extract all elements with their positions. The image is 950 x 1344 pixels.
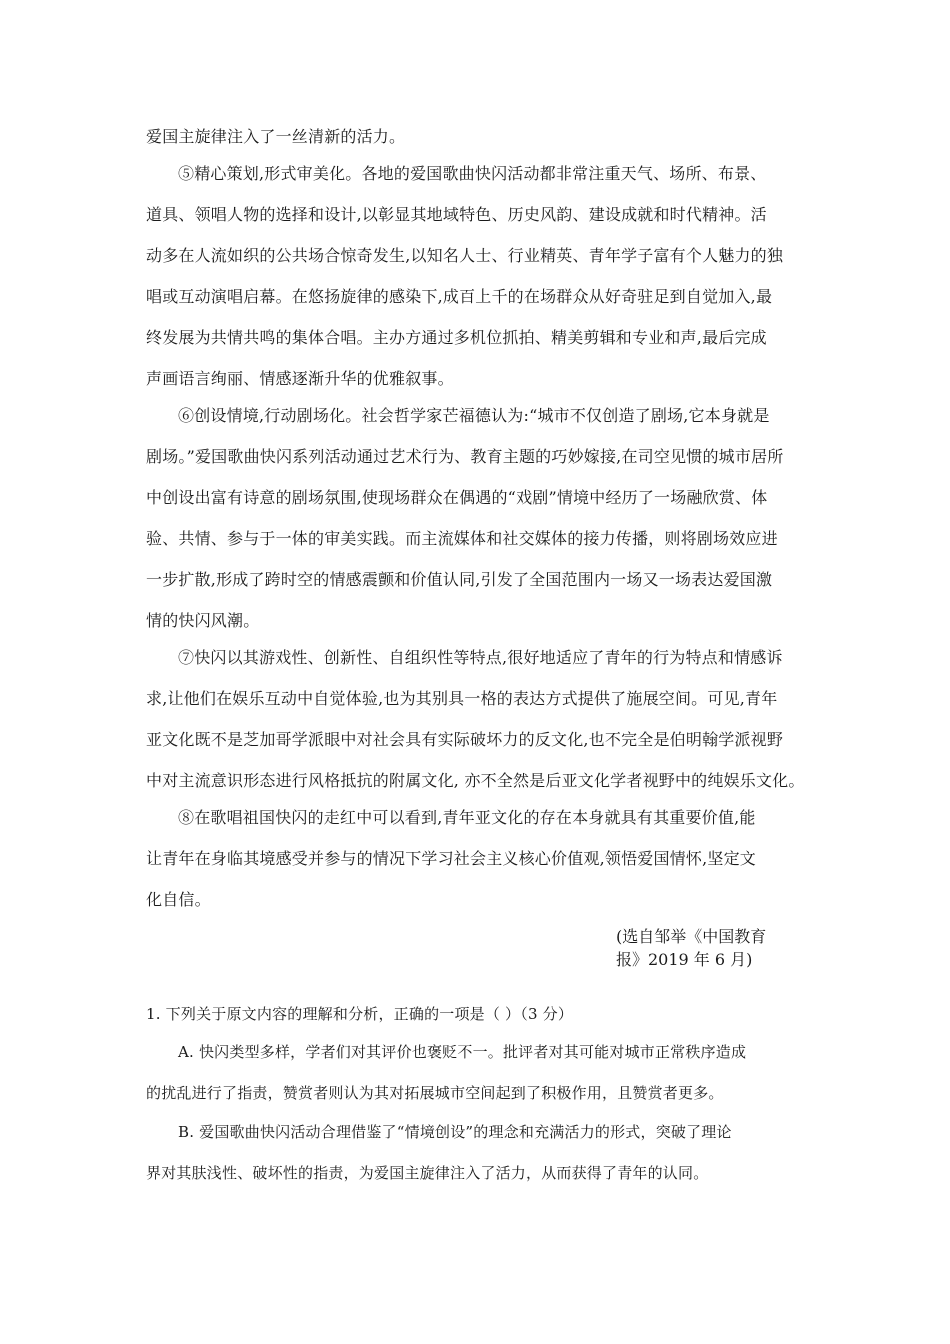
option-b-line1: B. 爱国歌曲快闪活动合理借鉴了“情境创设”的理念和充满活力的形式，突破了理论: [178, 1123, 732, 1141]
passage-line: 动多在人流如织的公共场合惊奇发生,以知名人士、行业精英、青年学子富有个人魅力的独: [146, 246, 784, 265]
passage-line: 让青年在身临其境感受并参与的情况下学习社会主义核心价值观,领悟爱国情怀,坚定文: [146, 849, 756, 868]
passage-line: 终发展为共情共鸣的集体合唱。主办方通过多机位抓拍、精美剪辑和专业和声,最后完成: [146, 328, 767, 347]
option-a-line2: 的扰乱进行了指责，赞赏者则认为其对拓展城市空间起到了积极作用，且赞赏者更多。: [146, 1084, 724, 1102]
passage-line: 验、共情、参与于一体的审美实践。而主流媒体和社交媒体的接力传播，则将剧场效应进: [146, 529, 778, 548]
paragraph-7-start: ⑦快闪以其游戏性、创新性、自组织性等特点,很好地适应了青年的行为特点和情感诉: [178, 648, 783, 667]
passage-line: 求,让他们在娱乐互动中自觉体验,也为其别具一格的表达方式提供了施展空间。可见,青年: [146, 689, 778, 708]
source-citation-line2: 报》2019 年 6 月): [616, 950, 753, 969]
question-stem: 1. 下列关于原文内容的理解和分析，正确的一项是（ ）（3 分）: [146, 1005, 574, 1023]
passage-line: 亚文化既不是芝加哥学派眼中对社会具有实际破坏力的反文化,也不完全是伯明翰学派视野: [146, 730, 784, 749]
paragraph-5-start: ⑤精心策划,形式审美化。各地的爱国歌曲快闪活动都非常注重天气、场所、布景、: [178, 164, 767, 183]
passage-line: 爱国主旋律注入了一丝清新的活力。: [146, 127, 406, 146]
option-b-line2: 界对其肤浅性、破坏性的指责，为爱国主旋律注入了活力，从而获得了青年的认同。: [146, 1164, 709, 1182]
passage-line: 声画语言绚丽、情感逐渐升华的优雅叙事。: [146, 369, 454, 388]
passage-line: 剧场。”爱国歌曲快闪系列活动通过艺术行为、教育主题的巧妙嫁接,在司空见惯的城市居所: [146, 447, 784, 466]
passage-line: 唱或互动演唱启幕。在悠扬旋律的感染下,成百上千的在场群众从好奇驻足到自觉加入,最: [146, 287, 773, 306]
passage-line: 中对主流意识形态进行风格抵抗的附属文化, 亦不全然是后亚文化学者视野中的纯娱乐文化。: [146, 771, 805, 790]
option-a-line1: A. 快闪类型多样，学者们对其评价也褒贬不一。批评者对其可能对城市正常秩序造成: [178, 1043, 747, 1061]
passage-line: 道具、领唱人物的选择和设计,以彰显其地域特色、历史风韵、建设成就和时代精神。活: [146, 205, 767, 224]
passage-line: 化自信。: [146, 890, 211, 909]
paragraph-8-start: ⑧在歌唱祖国快闪的走红中可以看到,青年亚文化的存在本身就具有其重要价值,能: [178, 808, 756, 827]
source-citation-line1: (选自邹举《中国教育: [616, 927, 767, 946]
passage-line: 一步扩散,形成了跨时空的情感震颤和价值认同,引发了全国范围内一场又一场表达爱国激: [146, 570, 773, 589]
passage-line: 情的快闪风潮。: [146, 611, 260, 630]
passage-line: 中创设出富有诗意的剧场氛围,使现场群众在偶遇的“戏剧”情境中经历了一场融欣赏、体: [146, 488, 768, 507]
paragraph-6-start: ⑥创设情境,行动剧场化。社会哲学家芒福德认为:“城市不仅创造了剧场,它本身就是: [178, 406, 770, 425]
